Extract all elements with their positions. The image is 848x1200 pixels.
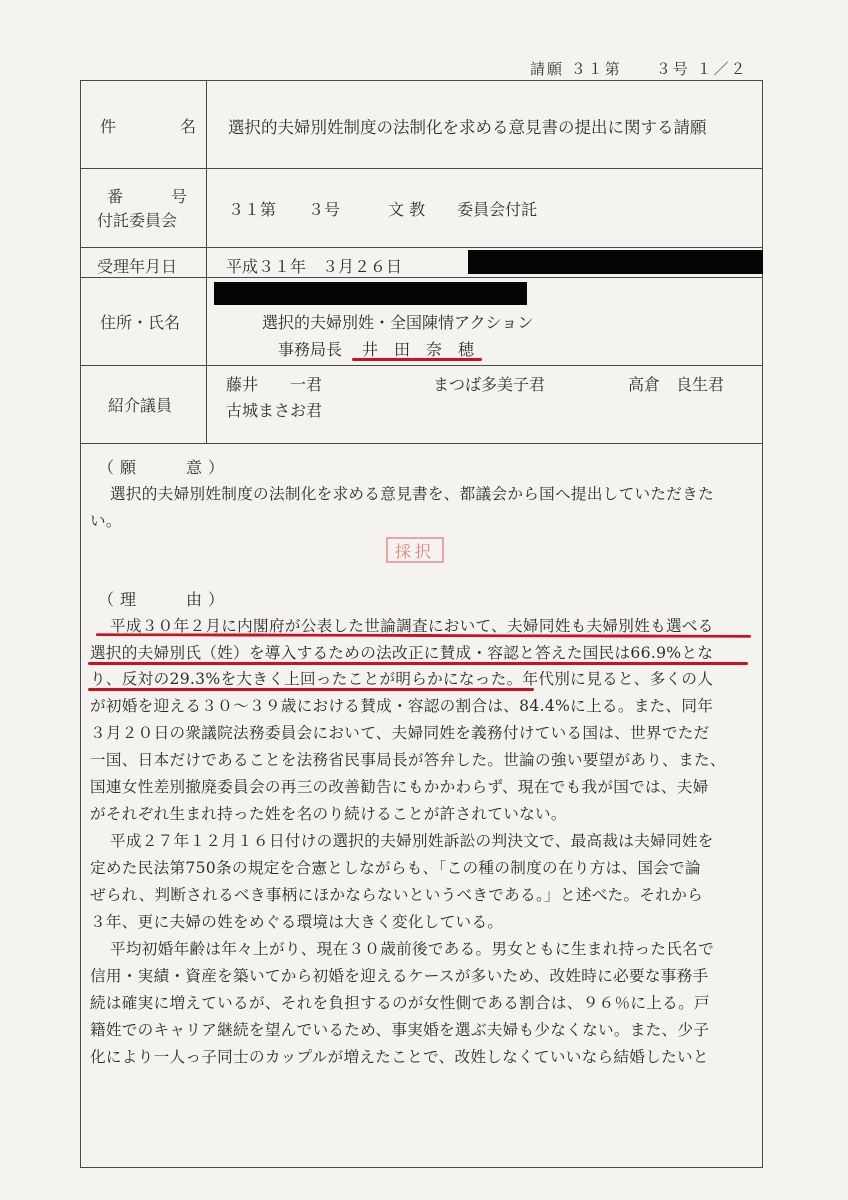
subject-value: 選択的夫婦別姓制度の法制化を求める意見書の提出に関する請願 [228, 118, 707, 137]
table-divider [80, 168, 763, 169]
number-value: ３１第 ３号 文 教 委員会付託 [228, 200, 538, 219]
table-column-divider [206, 80, 207, 443]
reason-line: 国連女性差別撤廃委員会の再三の改善勧告にもかかわらず、現在でも我が国では、夫婦 [90, 778, 709, 796]
table-divider [80, 443, 763, 444]
reason-line: 化により一人っ子同士のカップルが増えたことで、改姓しなくていいなら結婚したいと [90, 1048, 709, 1066]
committee-label: 付託委員会 [97, 211, 178, 230]
reason-line: 定めた民法第750条の規定を合憲としながらも、「この種の制度の在り方は、国会で論 [90, 859, 701, 877]
red-underline [352, 358, 482, 361]
reason-line: 籍姓でのキャリア継続を望んでいるため、事実婚を選ぶ夫婦も少なくない。また、少子 [90, 1021, 710, 1039]
adopted-stamp: 採択 [386, 537, 444, 563]
reason-line: ぜられ、判断されるべき事柄にほかならないというべきである。」と述べた。それから [90, 886, 703, 904]
petition-number: 請願 ３１第 ３号 １／２ [530, 60, 748, 78]
petitioner-title: 事務局長 [278, 340, 343, 359]
red-underline [88, 688, 534, 691]
reason-line: 平成２７年１２月１６日付けの選択的夫婦別姓訴訟の判決文で、最高裁は夫婦同姓を [110, 832, 714, 850]
received-date-label: 受理年月日 [97, 257, 178, 276]
table-divider [80, 247, 763, 248]
purpose-heading: （願 意） [98, 458, 231, 477]
table-divider [80, 277, 763, 278]
member-name: 藤井 一君 [226, 375, 323, 394]
address-name-label: 住所・氏名 [100, 313, 181, 332]
reason-line: り、反対の29.3%を大きく上回ったことが明らかになった。年代別に見ると、多くの人 [90, 670, 714, 688]
table-divider [80, 365, 763, 366]
reason-line: ３月２０日の衆議院法務委員会において、夫婦同姓を義務付けている国は、世界でただ [90, 724, 710, 742]
redaction-bar [468, 250, 763, 274]
reason-line: がそれぞれ生まれ持った姓を名のり続けることが許されていない。 [90, 805, 567, 823]
reason-heading: （理 由） [98, 590, 231, 609]
reason-line: が初婚を迎える３０～３９歳における賛成・容認の割合は、84.4%に上る。また、同年 [90, 697, 714, 715]
reason-line: 平均初婚年齢は年々上がり、現在３０歳前後である。男女ともに生まれ持った氏名で [110, 940, 714, 958]
petitioner-name: 井 田 奈 穂 [362, 340, 475, 359]
red-underline [88, 662, 748, 665]
subject-label: 件 名 [100, 117, 197, 136]
reason-line: 続は確実に増えているが、それを負担するのが女性側である割合は、９６％に上る。戸 [90, 994, 710, 1012]
redaction-bar [214, 282, 527, 305]
reason-line: ３年、更に夫婦の姓をめぐる環境は大きく変化している。 [90, 913, 504, 931]
introducing-members-label: 紹介議員 [108, 396, 173, 415]
member-name: 高倉 良生君 [628, 375, 725, 394]
reason-line: 平成３０年２月に内閣府が公表した世論調査において、夫婦同姓も夫婦別姓も選べる [110, 617, 714, 635]
petitioner-organization: 選択的夫婦別姓・全国陳情アクション [262, 313, 534, 332]
received-date-value: 平成３１年 ３月２６日 [226, 257, 403, 276]
member-name: 古城まさお君 [226, 401, 323, 420]
purpose-line: い。 [90, 512, 122, 530]
reason-line: 選択的夫婦別氏（姓）を導入するための法改正に賛成・容認と答えた国民は66.9%とな [90, 644, 714, 662]
purpose-line: 選択的夫婦別姓制度の法制化を求める意見書を、都議会から国へ提出していただきた [110, 485, 714, 503]
reason-line: 一国、日本だけであることを法務省民事局長が答弁した。世論の強い要望があり、また、 [90, 751, 726, 769]
member-name: まつば多美子君 [433, 375, 546, 394]
reason-line: 信用・実績・資産を築いてから初婚を迎えるケースが多いため、改姓時に必要な事務手 [90, 967, 709, 985]
number-label: 番 号 [107, 187, 188, 206]
